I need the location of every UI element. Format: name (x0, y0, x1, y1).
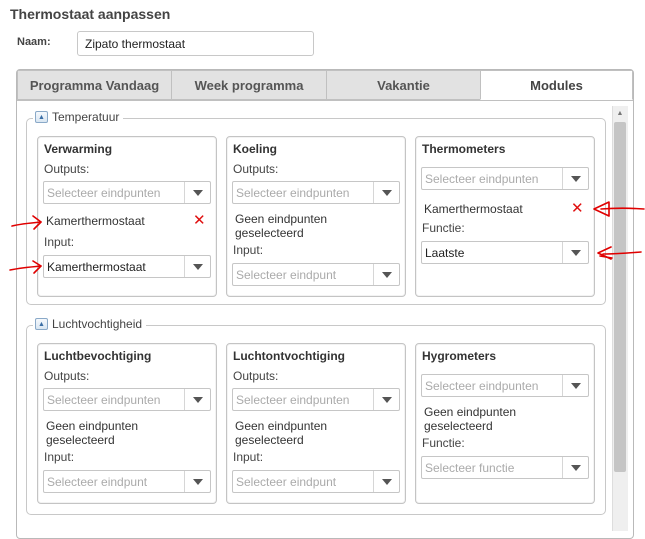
annotation-arrow-icon (10, 261, 41, 273)
heating-outputs-label: Outputs: (44, 162, 90, 176)
humidify-title: Luchtbevochtiging (44, 349, 152, 363)
thermometers-title: Thermometers (422, 142, 506, 156)
cooling-outputs-placeholder: Selecteer eindpunten (236, 186, 350, 200)
scroll-up-arrow-icon[interactable]: ▲ (616, 109, 624, 117)
humidify-input-label: Input: (44, 450, 75, 464)
hygrometers-function-label: Functie: (422, 436, 465, 450)
cooling-outputs-label: Outputs: (233, 162, 279, 176)
dehumidify-empty-text: Geen eindpunten geselecteerd (235, 419, 328, 447)
collapse-arrow-icon[interactable]: ▲ (35, 318, 48, 330)
annotation-arrow-icon (12, 216, 41, 229)
cooling-title: Koeling (233, 142, 277, 156)
tab-programma-vandaag[interactable]: Programma Vandaag (17, 70, 172, 100)
dehumidify-input-placeholder: Selecteer eindpunt (236, 475, 337, 489)
page-title: Thermostaat aanpassen (10, 6, 171, 22)
annotation-arrow-icon (598, 247, 641, 259)
collapse-arrow-icon[interactable]: ▲ (35, 111, 48, 123)
humidify-outputs-label: Outputs: (44, 369, 90, 383)
heating-input-label: Input: (44, 235, 75, 249)
cooling-input-placeholder: Selecteer eindpunt (236, 268, 337, 282)
dehumidify-outputs-placeholder: Selecteer eindpunten (236, 393, 350, 407)
hygrometers-empty-text: Geen eindpunten geselecteerd (424, 405, 517, 433)
name-label: Naam: (17, 36, 51, 48)
hygrometers-title: Hygrometers (422, 349, 497, 363)
heating-title: Verwarming (44, 142, 113, 156)
humidify-empty-text: Geen eindpunten geselecteerd (46, 419, 139, 447)
dehumidify-title: Luchtontvochtiging (233, 349, 345, 363)
temperature-legend-label: Temperatuur (52, 110, 120, 124)
remove-x-icon[interactable]: ✕ (193, 212, 206, 229)
thermometers-function-value: Laatste (425, 246, 465, 260)
humidify-input-placeholder: Selecteer eindpunt (47, 475, 148, 489)
tab-modules[interactable]: Modules (480, 70, 633, 100)
dehumidify-input-label: Input: (233, 450, 264, 464)
hygrometers-placeholder: Selecteer eindpunten (425, 379, 539, 393)
name-input[interactable]: Zipato thermostaat (77, 31, 314, 56)
humidify-outputs-placeholder: Selecteer eindpunten (47, 393, 161, 407)
heating-input-value: Kamerthermostaat (47, 260, 146, 274)
thermometers-placeholder: Selecteer eindpunten (425, 172, 539, 186)
heating-outputs-placeholder: Selecteer eindpunten (47, 186, 161, 200)
thermometers-item: Kamerthermostaat (424, 202, 523, 216)
annotation-arrow-icon (594, 202, 644, 216)
cooling-empty-text: Geen eindpunten geselecteerd (235, 212, 328, 240)
heating-output-item: Kamerthermostaat (46, 214, 145, 228)
thermometers-function-label: Functie: (422, 221, 465, 235)
tab-week-programma[interactable]: Week programma (171, 70, 327, 100)
hygrometers-function-placeholder: Selecteer functie (425, 461, 515, 475)
humidity-legend-label: Luchtvochtigheid (52, 317, 143, 331)
remove-x-icon[interactable]: ✕ (571, 200, 584, 217)
dehumidify-outputs-label: Outputs: (233, 369, 279, 383)
tab-vakantie[interactable]: Vakantie (326, 70, 481, 100)
cooling-input-label: Input: (233, 243, 264, 257)
